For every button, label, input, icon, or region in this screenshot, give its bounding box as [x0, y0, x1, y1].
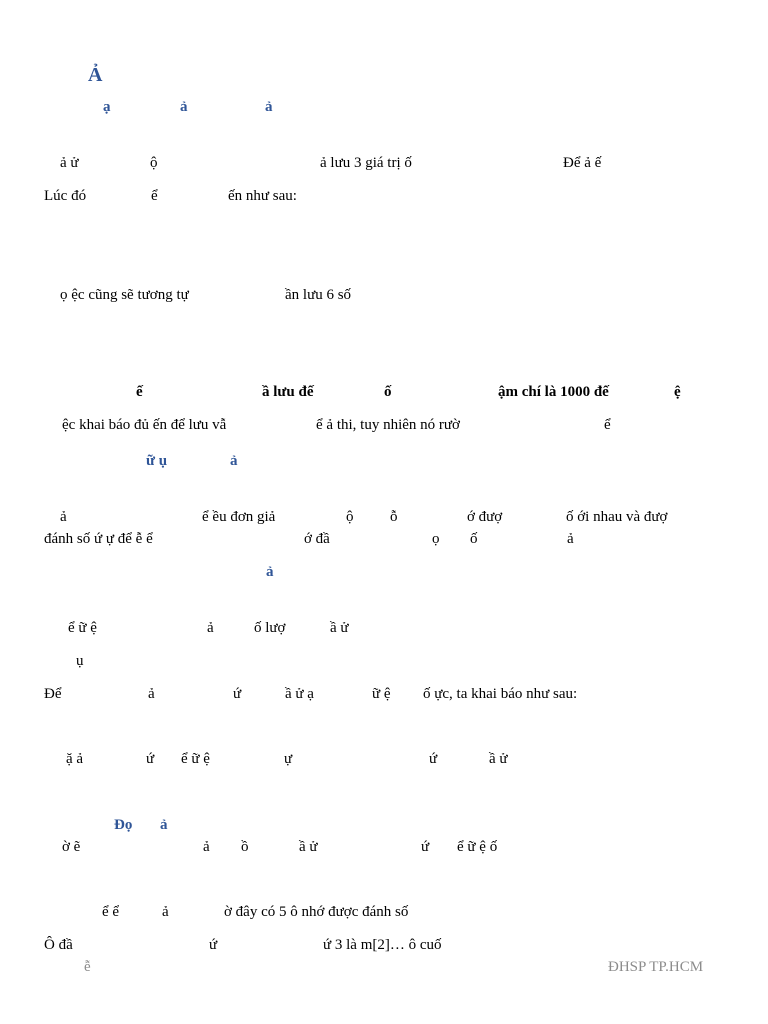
- text-fragment: ần lưu 6 số: [285, 287, 352, 303]
- text-fragment: ớ đầ: [304, 531, 330, 547]
- text-fragment: ố ực, ta khai báo như sau:: [423, 686, 578, 702]
- text-fragment: ụ: [76, 653, 84, 669]
- text-fragment: ể ể: [102, 904, 120, 920]
- text-fragment: ể: [151, 188, 158, 204]
- text-fragment: ờ ẽ: [62, 839, 81, 855]
- text-fragment: ể ều đơn giả: [202, 509, 276, 525]
- footer-organization: ĐHSP TP.HCM: [608, 959, 704, 975]
- text-fragment: ứ: [429, 751, 438, 767]
- text-fragment: ả: [148, 686, 155, 702]
- text-fragment: ộ: [346, 509, 354, 525]
- text-fragment: ờ đây có 5 ô nhớ được đánh số: [224, 904, 409, 920]
- text-fragment: Để ả ế: [563, 155, 602, 171]
- text-fragment: ế: [136, 384, 143, 400]
- subtitle-part: ạ: [103, 99, 111, 115]
- text-fragment: ầ ử ạ: [285, 686, 314, 702]
- text-fragment: ứ: [421, 839, 430, 855]
- text-fragment: ể ữ ệ ố: [457, 839, 498, 855]
- subtitle-part: ả: [265, 99, 273, 115]
- text-fragment: ớ đượ: [467, 509, 503, 525]
- footer-mark: ễ: [84, 959, 91, 975]
- text-fragment: ệc khai báo đủ ến để lưu vẫ: [62, 417, 227, 433]
- text-fragment: ọ ệc cũng sẽ tương tự: [60, 287, 189, 303]
- text-fragment: Để: [44, 686, 62, 702]
- text-fragment: ặ ả: [66, 751, 84, 767]
- subheading: ả: [266, 564, 274, 580]
- text-fragment: ể ả thi, tuy nhiên nó rườ: [316, 417, 460, 433]
- text-fragment: ầ ử: [489, 751, 508, 767]
- text-fragment: ả: [207, 620, 214, 636]
- section-heading: ữ ụ: [146, 453, 168, 469]
- text-fragment: ữ ệ: [372, 686, 391, 702]
- text-fragment: ố: [384, 384, 392, 400]
- text-fragment: ọ: [432, 531, 440, 547]
- text-fragment: ể ữ ệ: [181, 751, 210, 767]
- text-fragment: ầ ử: [299, 839, 318, 855]
- text-fragment: ả: [203, 839, 210, 855]
- text-fragment: ệ: [674, 384, 681, 400]
- text-fragment: ầ ử: [330, 620, 349, 636]
- text-fragment: ả ử: [60, 155, 79, 171]
- text-fragment: ộ: [150, 155, 158, 171]
- text-fragment: Lúc đó: [44, 188, 87, 204]
- section-heading: Đọ: [114, 817, 133, 833]
- text-fragment: ầ lưu đế: [262, 384, 314, 400]
- text-fragment: ứ: [233, 686, 242, 702]
- text-fragment: ể: [604, 417, 611, 433]
- subtitle-part: ả: [180, 99, 188, 115]
- text-fragment: ồ: [241, 839, 249, 855]
- text-fragment: đánh số ứ ự để ễ ể: [44, 531, 153, 547]
- text-fragment: Ô đầ: [44, 937, 73, 953]
- text-fragment: ỗ: [390, 509, 398, 525]
- text-fragment: ể ữ ệ: [68, 620, 97, 636]
- chapter-heading: Ả: [88, 64, 103, 86]
- text-fragment: ả: [567, 531, 574, 547]
- text-fragment: ứ 3 là m[2]… ô cuố: [323, 937, 442, 953]
- text-fragment: ả lưu 3 giá trị ố: [320, 155, 412, 171]
- text-fragment: ố lượ: [254, 620, 286, 636]
- text-fragment: ả: [60, 509, 67, 525]
- section-heading: ả: [160, 817, 168, 833]
- text-fragment: ố: [470, 531, 478, 547]
- text-fragment: ố ới nhau và đượ: [566, 509, 668, 525]
- text-fragment: ự: [284, 751, 293, 767]
- text-fragment: ến như sau:: [228, 188, 297, 204]
- text-fragment: ứ: [146, 751, 155, 767]
- text-fragment: ậm chí là 1000 đế: [498, 384, 609, 400]
- text-fragment: ả: [162, 904, 169, 920]
- text-fragment: ứ: [209, 937, 218, 953]
- section-heading: ả: [230, 453, 238, 469]
